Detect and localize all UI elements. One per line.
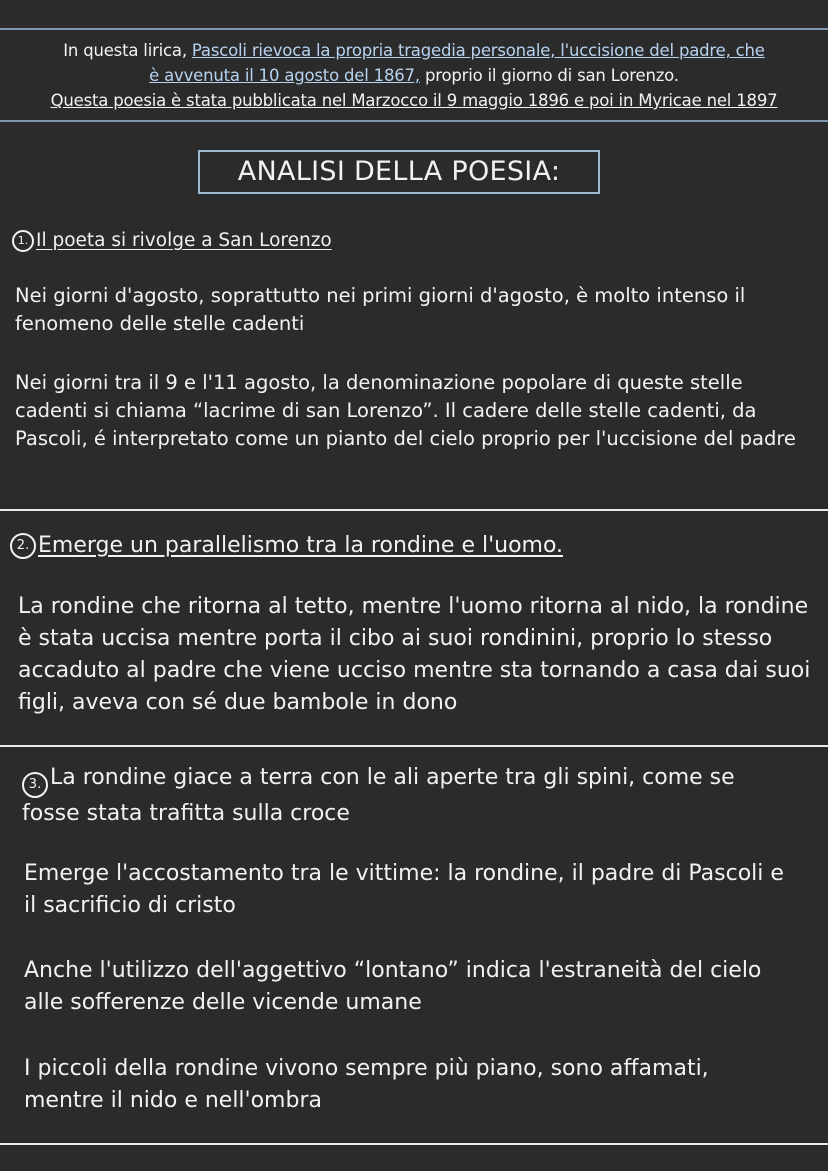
divider-2 [0,745,828,747]
intro-line-3: Questa poesia è stata pubblicata nel Marzocco il 9 maggio 1896 e poi in Myricae nel 1897 [50,91,778,110]
intro-line-2: è avvenuta il 10 agosto del 1867, proprio il giorno di san Lorenzo. [149,66,679,85]
section-3-heading [22,762,782,830]
section-1-paragraph-2: Nei giorni tra il 9 e l'11 agosto, la denominazione popolare di queste stelle cadenti si chiama “lacrime di san Lorenzo”. Il cadere delle stelle cadenti, da Pascoli, é interpretato come un pianto del cielo proprio per l'uccisione del padre [15,371,796,450]
section-1-heading [0,226,828,256]
section-3-paragraph-3: I piccoli della rondine vivono sempre più piano, sono affamati, mentre il nido e nell'ombra [24,1056,709,1113]
section-3-paragraph-2: Anche l'utilizzo dell'aggettivo “lontano” indica l'estraneità del cielo alle sofferenze delle vicende umane [24,958,762,1015]
section-2-paragraph-1: La rondine che ritorna al tetto, mentre l'uomo ritorna al nido, la rondine è stata uccisa mentre porta il cibo ai suoi rondinini, proprio lo stesso accaduto al padre che viene ucciso mentre sta tornando a casa dai suoi figli, aveva con sé due bambole in dono [18,594,811,715]
divider-1 [0,509,828,511]
section-2-heading [0,530,828,562]
section-1-paragraph-1: Nei giorni d'agosto, soprattutto nei primi giorni d'agosto, è molto intenso il fenomeno delle stelle cadenti [15,284,746,335]
intro-line-1: In questa lirica, Pascoli rievoca la propria tragedia personale, l'uccisione del padre, che [63,41,765,60]
intro-highlight-2: è avvenuta il 10 agosto del 1867, [149,66,420,85]
number-badge-3: 3. [22,772,48,798]
number-badge-1: 1. [12,230,34,252]
section-3-heading-text: La rondine giace a terra con le ali aperte tra gli spini, come se fosse stata trafitta sulla croce [22,765,735,826]
section-2-heading-text: Emerge un parallelismo tra la rondine e l'uomo. [38,533,564,558]
intro-highlight-1: Pascoli rievoca la propria tragedia personale, l'uccisione del padre, che [191,41,765,60]
number-badge-2: 2. [10,533,36,559]
page-title: ANALISI DELLA POESIA: [198,150,600,194]
intro-box [0,28,828,122]
section-3-paragraph-1: Emerge l'accostamento tra le vittime: la rondine, il padre di Pascoli e il sacrificio di cristo [24,861,784,918]
section-1-heading-text: Il poeta si rivolge a San Lorenzo [36,230,332,251]
section-1 [0,226,828,450]
divider-3 [0,1143,828,1145]
section-2 [0,530,828,715]
